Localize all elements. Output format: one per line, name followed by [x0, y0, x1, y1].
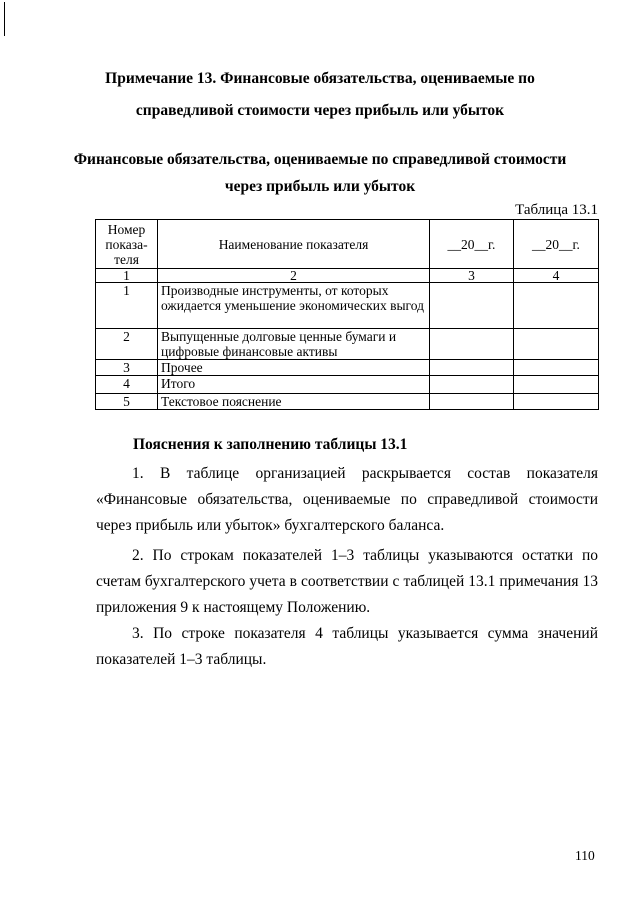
explanation-paragraph-2: 2. По строкам показателей 1–3 таблицы указываются остатки по счетам бухгалтерского учета в соответствии с таблицей 13.1 примечания 13 приложения 9 к настоящему Положению. — [96, 547, 598, 616]
row-number: 1 — [96, 283, 158, 329]
row-value-1 — [430, 394, 514, 410]
column-number: 3 — [430, 269, 514, 283]
header-year-2: __20__г. — [514, 220, 599, 269]
row-value-2 — [514, 329, 599, 360]
row-name: Выпущенные долговые ценные бумаги и цифровые финансовые активы — [158, 329, 430, 360]
table-row — [96, 360, 599, 376]
note-title-line-2: справедливой стоимости через прибыль или убыток — [135, 102, 505, 119]
column-number: 2 — [158, 269, 430, 283]
header-year-1: __20__г. — [430, 220, 514, 269]
row-number: 3 — [96, 360, 158, 376]
row-value-1 — [430, 329, 514, 360]
row-value-1 — [430, 283, 514, 329]
scan-edge-mark — [4, 2, 5, 36]
row-value-2 — [514, 394, 599, 410]
table-title-line-1: Финансовые обязательства, оцениваемые по справедливой стоимости — [73, 151, 567, 168]
explanations-title: Пояснения к заполнению таблицы 13.1 — [133, 436, 408, 453]
table-header-row — [96, 220, 599, 269]
row-name: Итого — [158, 376, 430, 394]
explanation-paragraph-1: 1. В таблице организацией раскрывается состав показателя «Финансовые обязательства, оцениваемые по справедливой стоимости через прибыль или убыток» бухгалтерского баланса. — [96, 465, 598, 534]
column-numbers-row — [96, 269, 599, 283]
row-value-2 — [514, 283, 599, 329]
column-number: 4 — [514, 269, 599, 283]
table-caption: Таблица 13.1 — [515, 202, 598, 218]
note-title-line-1: Примечание 13. Финансовые обязательства, оцениваемые по — [105, 70, 535, 87]
row-number: 2 — [96, 329, 158, 360]
row-name: Прочее — [158, 360, 430, 376]
financial-liabilities-table — [95, 219, 599, 410]
row-name: Производные инструменты, от которых ожидается уменьшение экономических выгод — [158, 283, 430, 329]
table-row — [96, 376, 599, 394]
row-value-1 — [430, 360, 514, 376]
row-number: 5 — [96, 394, 158, 410]
table-row — [96, 283, 599, 329]
row-value-2 — [514, 360, 599, 376]
row-name: Текстовое пояснение — [158, 394, 430, 410]
header-number: Номер показа-теля — [96, 220, 158, 269]
explanation-paragraph-3: 3. По строке показателя 4 таблицы указывается сумма значений показателей 1–3 таблицы. — [96, 625, 598, 668]
row-value-1 — [430, 376, 514, 394]
table-row — [96, 329, 599, 360]
table-title-line-2: через прибыль или убыток — [224, 178, 416, 195]
row-number: 4 — [96, 376, 158, 394]
column-number: 1 — [96, 269, 158, 283]
header-name: Наименование показателя — [158, 220, 430, 269]
table-row — [96, 394, 599, 410]
row-value-2 — [514, 376, 599, 394]
page-number: 110 — [575, 848, 595, 863]
